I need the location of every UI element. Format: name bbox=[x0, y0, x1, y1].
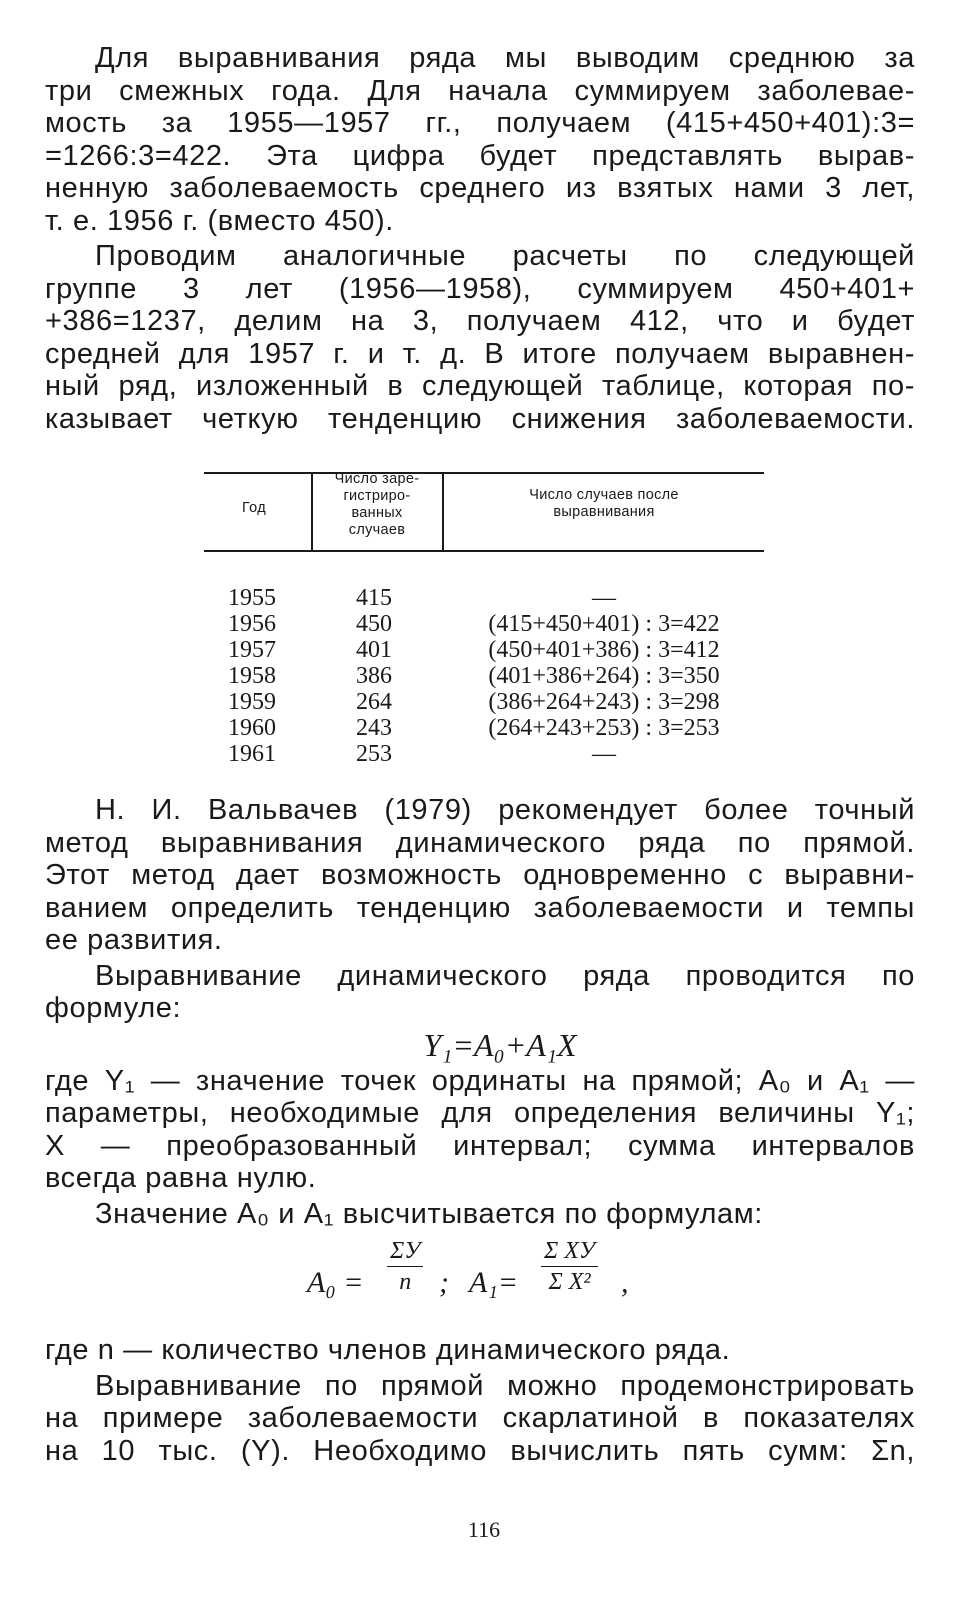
text-line: Выравнивание динамического ряда проводится по bbox=[95, 959, 915, 992]
text-line: ее развития. bbox=[45, 924, 223, 956]
cell-calc: (450+401+386) : 3=412 bbox=[488, 637, 720, 663]
cell-count: 386 bbox=[356, 663, 392, 689]
text-line: =1266:3=422. Эта цифра будет представлять вырав- bbox=[45, 139, 915, 172]
text-line: всегда равна нулю. bbox=[45, 1162, 317, 1194]
table-row bbox=[204, 637, 764, 663]
table-row bbox=[204, 611, 764, 637]
a0-fraction bbox=[387, 1236, 423, 1297]
text-line: на примере заболеваемости скарлатиной в показателях bbox=[45, 1402, 915, 1434]
paragraph-1 bbox=[45, 42, 915, 237]
text-line: +386=1237, делим на 3, получаем 412, что и будет bbox=[45, 305, 915, 337]
a1-denominator: Σ X² bbox=[548, 1269, 591, 1295]
header-line: ванных bbox=[351, 505, 403, 521]
alignment-table bbox=[204, 472, 764, 772]
cell-year: 1955 bbox=[228, 585, 276, 611]
table-top-rule bbox=[204, 472, 764, 474]
text-line: Для выравнивания ряда мы выводим среднюю за bbox=[95, 42, 915, 74]
cell-calc: (386+264+243) : 3=298 bbox=[488, 689, 720, 715]
text-line: Н. И. Вальвачев (1979) рекомендует более точный bbox=[95, 794, 915, 826]
formula-separator: ; bbox=[439, 1266, 449, 1299]
text-line: ненную заболеваемость среднего из взятых нами 3 лет, bbox=[45, 172, 915, 204]
cell-calc: — bbox=[592, 585, 616, 611]
table-body bbox=[204, 585, 764, 767]
cell-calc: (264+243+253) : 3=253 bbox=[488, 715, 720, 741]
text-line: X — преобразованный интервал; сумма интервалов bbox=[45, 1129, 915, 1162]
table-row bbox=[204, 741, 764, 767]
paragraph-8 bbox=[45, 1370, 915, 1468]
header-aligned bbox=[444, 487, 764, 521]
text-line: т. е. 1956 г. (вместо 450). bbox=[45, 204, 394, 237]
text-line: на 10 тыс. (Y). Необходимо вычислить пять сумм: Σn, bbox=[45, 1434, 915, 1467]
header-line: Число заре- bbox=[334, 471, 420, 487]
paragraph-4 bbox=[45, 960, 915, 1025]
formula-comma: , bbox=[621, 1266, 629, 1299]
header-registered bbox=[312, 471, 442, 539]
text-line: Этот метод дает возможность одновременно с выравни- bbox=[45, 859, 915, 891]
table-row bbox=[204, 663, 764, 689]
a1-fraction bbox=[541, 1236, 598, 1297]
cell-count: 264 bbox=[356, 689, 392, 715]
cell-calc: (415+450+401) : 3=422 bbox=[488, 611, 720, 637]
main-formula: Y₁=A₀+A₁X bbox=[423, 1026, 577, 1063]
a0-label: A₀ = bbox=[307, 1266, 364, 1299]
text-line: метод выравнивания динамического ряда по прямой. bbox=[45, 826, 915, 859]
table-row bbox=[204, 715, 764, 741]
cell-count: 415 bbox=[356, 585, 392, 611]
parameter-formulas bbox=[45, 1230, 915, 1334]
text-line: средней для 1957 г. и т. д. В итоге получаем выравнен- bbox=[45, 337, 915, 370]
cell-calc: — bbox=[592, 741, 616, 767]
text-line: группе 3 лет (1956—1958), суммируем 450+401+ bbox=[45, 272, 915, 305]
paragraph-3 bbox=[45, 794, 915, 957]
cell-count: 450 bbox=[356, 611, 392, 637]
paragraph-5 bbox=[45, 1065, 915, 1195]
cell-count: 253 bbox=[356, 741, 392, 767]
header-line: гистриро- bbox=[343, 488, 411, 504]
paragraph-2 bbox=[45, 240, 915, 435]
cell-year: 1961 bbox=[228, 741, 276, 767]
page-number: 116 bbox=[467, 1517, 501, 1542]
table-row bbox=[204, 585, 764, 611]
text-line: Проводим аналогичные расчеты по следующей bbox=[95, 240, 915, 272]
text-line: Выравнивание по прямой можно продемонстрировать bbox=[95, 1369, 915, 1402]
text-line: формуле: bbox=[45, 992, 182, 1024]
text-line: три смежных года. Для начала суммируем заболевае- bbox=[45, 74, 915, 107]
header-line: случаев bbox=[348, 522, 406, 538]
cell-count: 243 bbox=[356, 715, 392, 741]
header-line: Число случаев после bbox=[529, 487, 679, 503]
cell-year: 1958 bbox=[228, 663, 276, 689]
a0-numerator: ΣУ bbox=[387, 1236, 423, 1267]
paragraph-6: Значение A₀ и A₁ высчитывается по формулам: bbox=[95, 1197, 763, 1230]
a0-denominator: n bbox=[399, 1269, 412, 1295]
cell-calc: (401+386+264) : 3=350 bbox=[488, 663, 720, 689]
header-line: выравнивания bbox=[553, 504, 655, 520]
paragraph-7: где n — количество членов динамического ряда. bbox=[45, 1334, 731, 1366]
a1-label: A₁= bbox=[469, 1266, 518, 1299]
cell-year: 1960 bbox=[228, 715, 276, 741]
text-line: параметры, необходимые для определения величины Y₁; bbox=[45, 1097, 915, 1129]
cell-year: 1956 bbox=[228, 611, 276, 637]
cell-count: 401 bbox=[356, 637, 392, 663]
text-line: где Y₁ — значение точек ординаты на прямой; A₀ и A₁ — bbox=[45, 1064, 915, 1097]
text-line: казывает четкую тенденцию снижения заболеваемости. bbox=[45, 402, 915, 435]
text-line: ный ряд, изложенный в следующей таблице, которая по- bbox=[45, 370, 915, 402]
table-row bbox=[204, 689, 764, 715]
text-line: мость за 1955—1957 гг., получаем (415+450+401):3= bbox=[45, 107, 915, 139]
text-line: ванием определить тенденцию заболеваемости и темпы bbox=[45, 891, 915, 924]
cell-year: 1959 bbox=[228, 689, 276, 715]
a1-numerator: Σ XУ bbox=[541, 1236, 598, 1267]
table-header-rule bbox=[204, 550, 764, 552]
header-year: Год bbox=[242, 500, 266, 516]
cell-year: 1957 bbox=[228, 637, 276, 663]
